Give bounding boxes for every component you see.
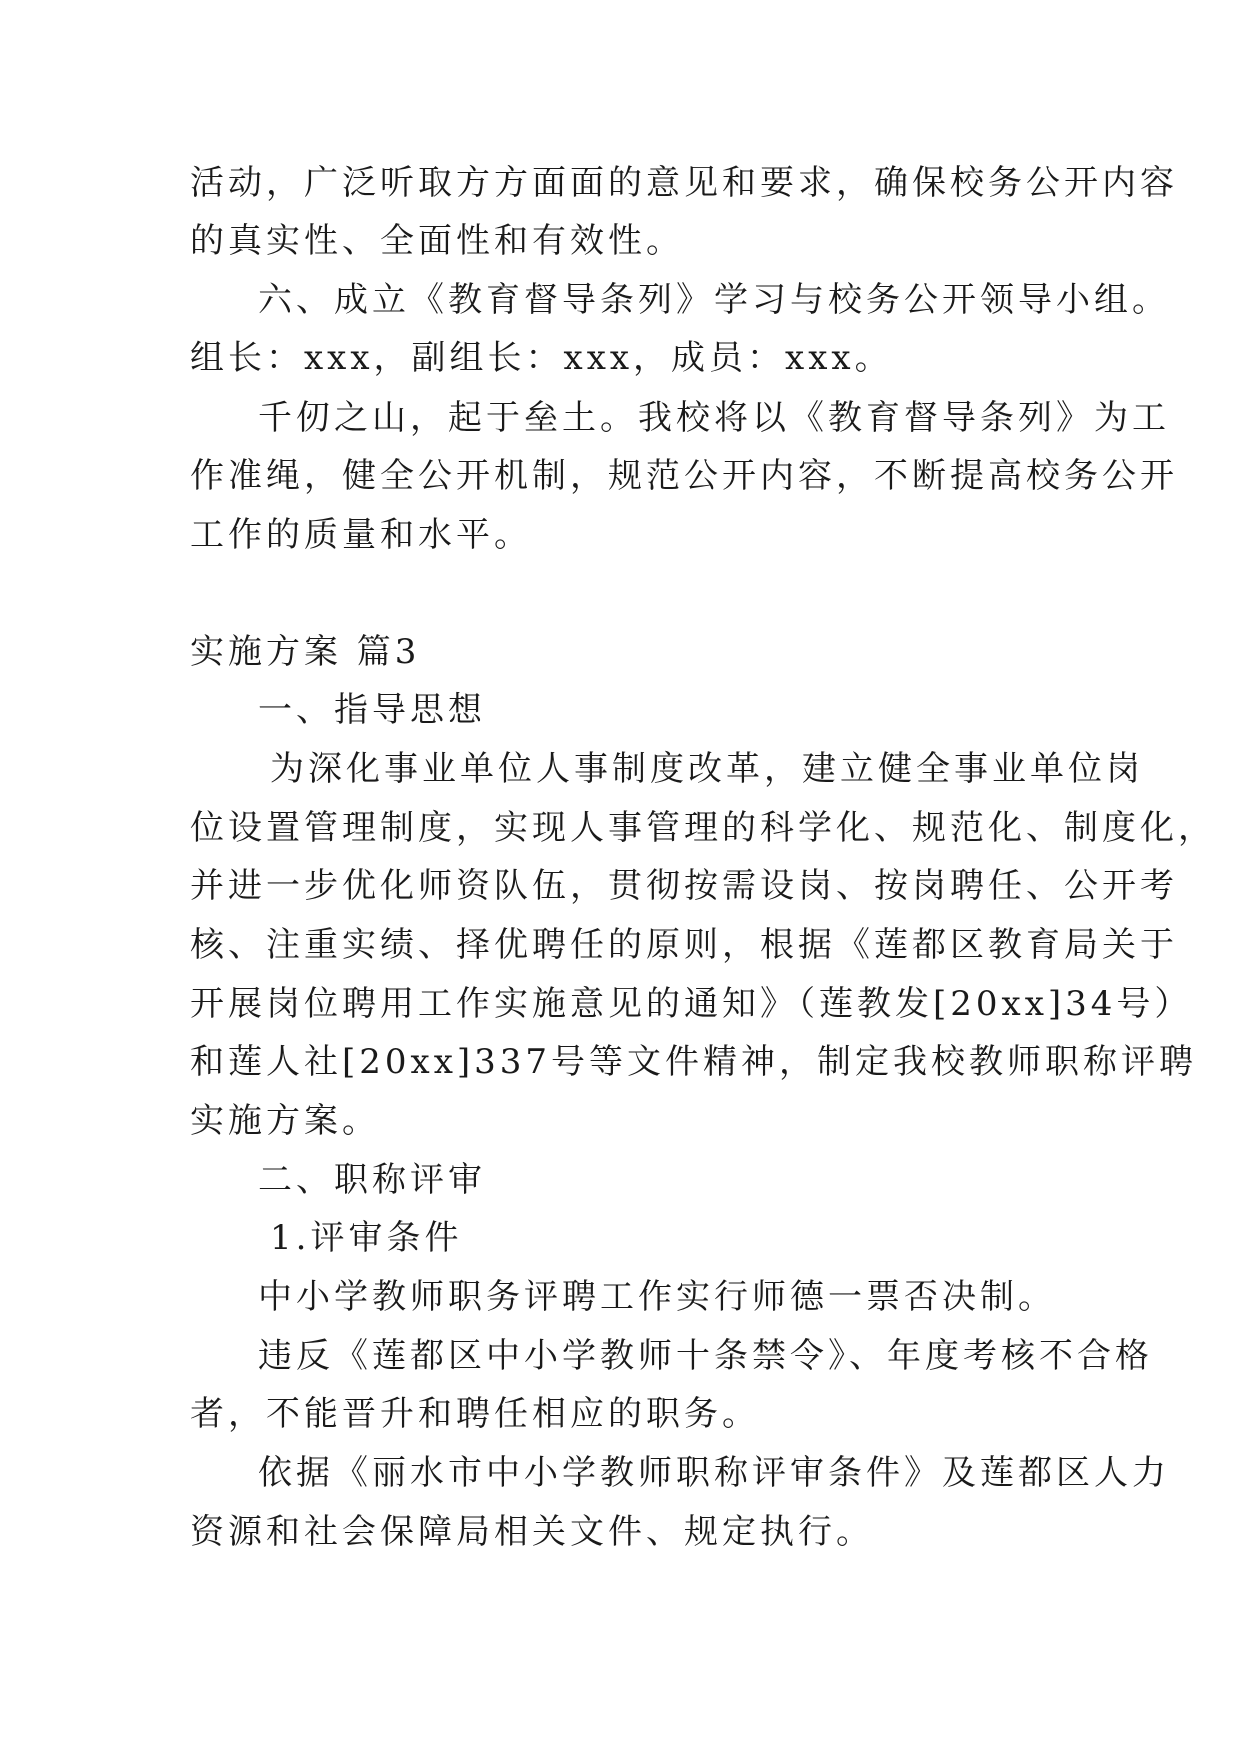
subsection-heading: 1.评审条件 xyxy=(270,1218,463,1258)
subsection-heading: 一、指导思想 xyxy=(258,690,486,730)
text-line: 位设置管理制度，实现人事管理的科学化、规范化、制度化， xyxy=(190,808,1216,848)
text-line: 资源和社会保障局相关文件、规定执行。 xyxy=(190,1512,874,1552)
text-line: 作准绳，健全公开机制，规范公开内容，不断提高校务公开 xyxy=(190,456,1178,496)
text-line: 六、成立《教育督导条列》学习与校务公开领导小组。 xyxy=(258,280,1170,320)
text-line: 中小学教师职务评聘工作实行师德一票否决制。 xyxy=(258,1277,1056,1317)
text-line: 工作的质量和水平。 xyxy=(190,515,532,555)
text-line: 实施方案。 xyxy=(190,1101,380,1141)
text-line: 并进一步优化师资队伍，贯彻按需设岗、按岗聘任、公开考 xyxy=(190,866,1178,906)
text-line: 为深化事业单位人事制度改革，建立健全事业单位岗 xyxy=(270,749,1144,789)
text-line: 依据《丽水市中小学教师职称评审条件》及莲都区人力 xyxy=(258,1453,1170,1493)
text-line: 核、注重实绩、择优聘任的原则，根据《莲都区教育局关于 xyxy=(190,925,1178,965)
text-line: 开展岗位聘用工作实施意见的通知》（莲教发[20xx]34号） xyxy=(190,984,1193,1024)
text-line: 组长：xxx，副组长：xxx，成员：xxx。 xyxy=(190,338,893,378)
text-line: 违反《莲都区中小学教师十条禁令》、年度考核不合格 xyxy=(258,1336,1153,1376)
subsection-heading: 二、职称评审 xyxy=(258,1160,486,1200)
text-line: 千仞之山，起于垒土。我校将以《教育督导条列》为工 xyxy=(258,398,1170,438)
section-heading: 实施方案 篇3 xyxy=(190,632,421,672)
text-line: 的真实性、全面性和有效性。 xyxy=(190,221,684,261)
text-line: 和莲人社[20xx]337号等文件精神，制定我校教师职称评聘 xyxy=(190,1042,1198,1082)
text-line: 活动，广泛听取方方面面的意见和要求，确保校务公开内容 xyxy=(190,163,1178,203)
text-line: 者，不能晋升和聘任相应的职务。 xyxy=(190,1394,760,1434)
